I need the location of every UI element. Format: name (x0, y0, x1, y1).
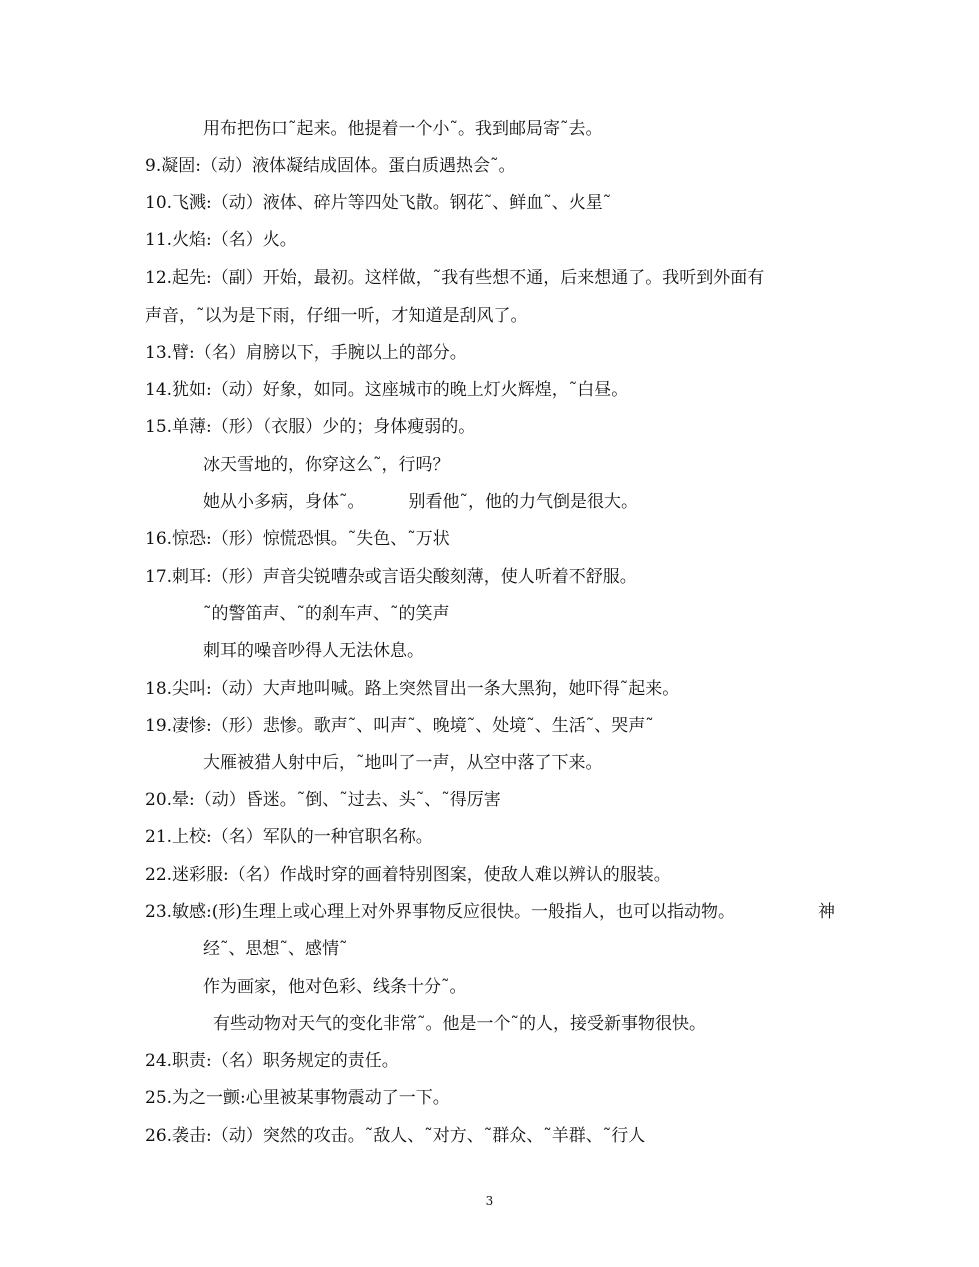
example-line: 作为画家，他对色彩、线条十分˜。 (203, 977, 467, 997)
entry-16-jingkong: 16.惊恐:（形）惊慌恐惧。˜失色、˜万状 (145, 529, 450, 549)
entry-23-mingan: 23.敏感:(形)生理上或心理上对外界事物反应很快。一般指人，也可以指动物。 (145, 902, 736, 922)
entry-15-danbo: 15.单薄:（形）（衣服）少的；身体瘦弱的。 (145, 417, 476, 437)
entry-9-ninggu: 9.凝固:（动）液体凝结成固体。蛋白质遇热会˜。 (145, 156, 516, 176)
example-fragment: 别看他˜，他的力气倒是很大。 (408, 492, 638, 512)
example-line: 有些动物对天气的变化非常˜。他是一个˜的人，接受新事物很快。 (213, 1014, 706, 1034)
page-number: 3 (485, 1194, 494, 1208)
entry-11-huoyan: 11.火焰:（名）火。 (145, 230, 297, 250)
entry-26-xiji: 26.袭击:（动）突然的攻击。˜敌人、˜对方、˜群众、˜羊群、˜行人 (145, 1126, 646, 1146)
entry-20-yun: 20.晕:（动）昏迷。˜倒、˜过去、头˜、˜得厉害 (145, 790, 501, 810)
entry-21-shangxiao: 21.上校:（名）军队的一种官职名称。 (145, 827, 433, 847)
text-fragment: 神 (818, 902, 835, 922)
example-line (203, 491, 638, 513)
entry-14-youru: 14.犹如:（动）好象，如同。这座城市的晚上灯火辉煌，˜白昼。 (145, 380, 629, 400)
text-line: 用布把伤口˜起来。他提着一个小˜。我到邮局寄˜去。 (203, 119, 603, 139)
example-fragment: 她从小多病，身体˜。 (203, 492, 365, 512)
entry-18-jianjiao: 18.尖叫:（动）大声地叫喊。路上突然冒出一条大黑狗，她吓得˜起来。 (145, 679, 680, 699)
entry-19-qican: 19.凄惨:（形）悲惨。歌声˜、叫声˜、晚境˜、处境˜、生活˜、哭声˜ (145, 716, 654, 736)
example-line: 大雁被猎人射中后，˜地叫了一声，从空中落了下来。 (203, 753, 603, 773)
entry-22-micaifu: 22.迷彩服:（名）作战时穿的画着特别图案，使敌人难以辨认的服装。 (145, 865, 671, 885)
entry-13-bi: 13.臂:（名）肩膀以下，手腕以上的部分。 (145, 343, 467, 363)
entry-24-zhize: 24.职责:（名）职务规定的责任。 (145, 1051, 399, 1071)
example-line: 经˜、思想˜、感情˜ (203, 939, 348, 959)
example-line: 刺耳的噪音吵得人无法休息。 (203, 641, 424, 661)
text-line: 声音，˜以为是下雨，仔细一听，才知道是刮风了。 (145, 306, 528, 326)
entry-10-feijian: 10.飞溅:（动）液体、碎片等四处飞散。钢花˜、鲜血˜、火星˜ (145, 193, 612, 213)
entry-25-weizhiyichan: 25.为之一颤:心里被某事物震动了一下。 (145, 1088, 450, 1108)
entry-17-cier: 17.刺耳:（形）声音尖锐嘈杂或言语尖酸刻薄，使人听着不舒服。 (145, 567, 637, 587)
example-line: 冰天雪地的，你穿这么˜，行吗？ (203, 455, 450, 475)
entry-12-qixian: 12.起先:（副）开始，最初。这样做，˜我有些想不通，后来想通了。我听到外面有 (145, 268, 765, 288)
example-line: ˜的警笛声、˜的刹车声、˜的笑声 (203, 604, 450, 624)
